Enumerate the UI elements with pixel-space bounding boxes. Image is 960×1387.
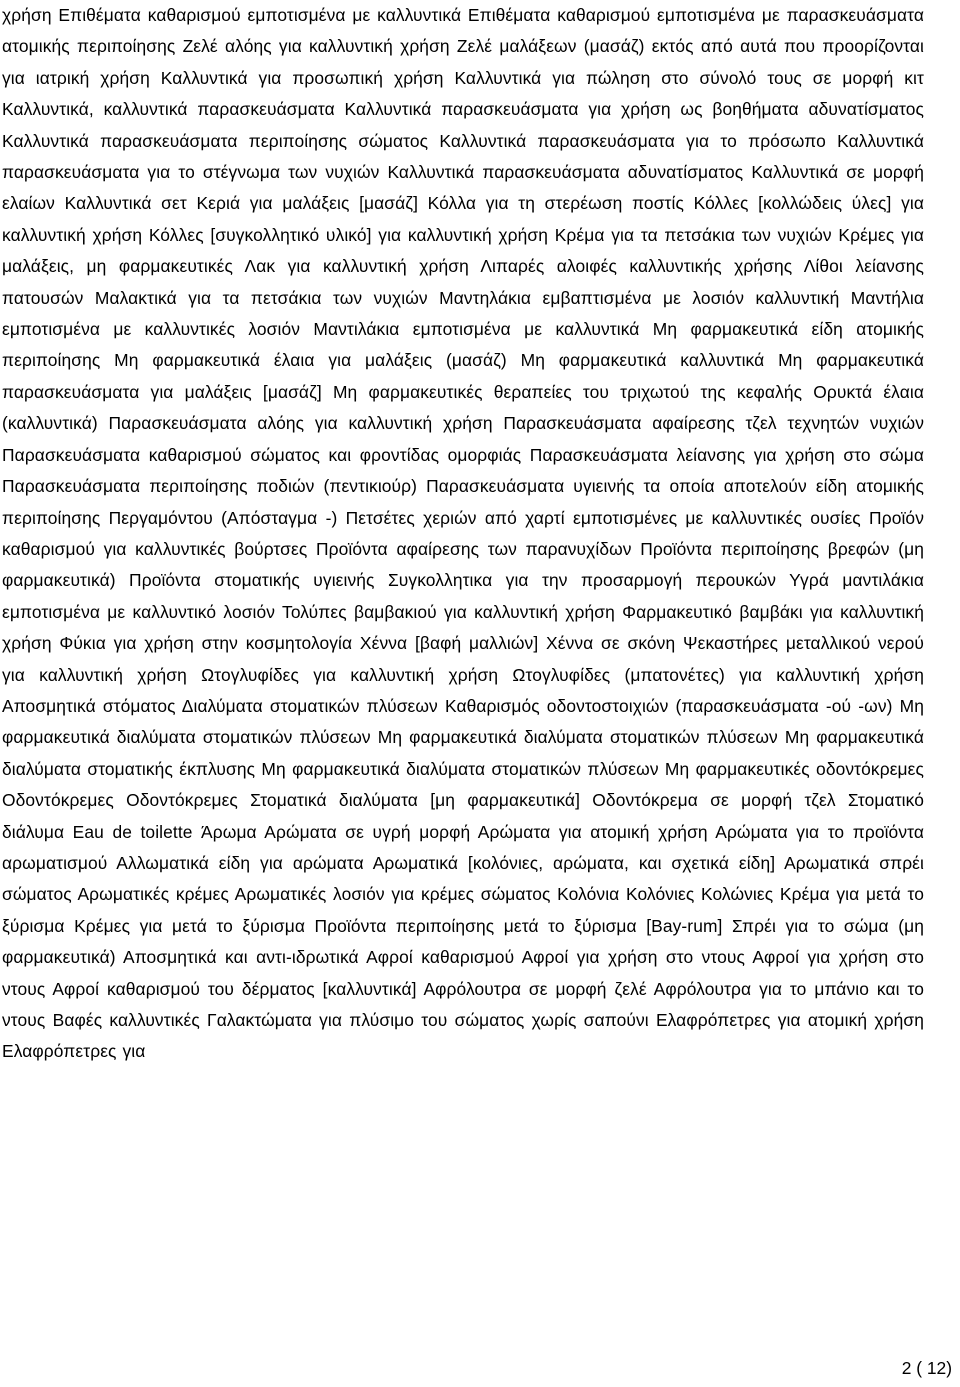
body-text: χρήση Επιθέματα καθαρισμού εμποτισμένα με καλλυντικά Επιθέματα καθαρισμού εμποτισμένα με παρασκευάσματα ατομικής περιποίησης Ζελέ αλόης για καλλυντική χρήση Ζελέ μαλάξεων (μασάζ) εκτός από αυτά που προορίζονται για ιατρική χρήση Καλλυντικά για προσωπική χρήση Καλλυντικά για πώληση στο σύνολό τους σε μορφή κιτ Καλλυντικά, καλλυντικά παρασκευάσματα Καλλυντικά παρασκευάσματα για χρήση ως βοηθήματα αδυνατίσματος Καλλυντικά παρασκευάσματα περιποίησης σώματος Καλλυντικά παρασκευάσματα για το πρόσωπο Καλλυντικά παρασκευάσματα για το στέγνωμα των νυχιών Καλλυντικά παρασκευάσματα αδυνατίσματος Καλλυντικά σε μορφή ελαίων Καλλυντικά σετ Κεριά για μαλάξεις [μασάζ] Κόλλα για τη στερέωση ποστίς Κόλλες [κολλώδεις ύλες] για καλλυντική χρήση Κόλλες [συγκολλητικό υλικό] για καλλυντική χρήση Κρέμα για τα πετσάκια των νυχιών Κρέμες για μαλάξεις, μη φαρμακευτικές Λακ για καλλυντική χρήση Λιπαρές αλοιφές καλλυντικής χρήσης Λίθοι λείανσης πατουσών Μαλακτικά για τα πετσάκια των νυχιών Μαντηλάκια εμβαπτισμένα με λοσιόν καλλυντική Μαντήλια εμποτισμένα με καλλυντικές λοσιόν Μαντιλάκια εμποτισμένα με καλλυντικά Μη φαρμακευτικά είδη ατομικής περιποίησης Μη φαρμακευτικά έλαια για μαλάξεις (μασάζ) Μη φαρμακευτικά καλλυντικά Μη φαρμακευτικά παρασκευάσματα για μαλάξεις [μασάζ] Μη φαρμακευτικές θεραπείες του τριχωτού της κεφαλής Ορυκτά έλαια (καλλυντικά) Παρασκευάσματα αλόης για καλλυντική χρήση Παρασκευάσματα αφαίρεσης τζελ τεχνητών νυχιών Παρασκευάσματα καθαρισμού σώματος και φροντίδας ομορφιάς Παρασκευάσματα λείανσης για χρήση στο σώμα Παρασκευάσματα περιποίησης ποδιών (πεντικιούρ) Παρασκευάσματα υγιεινής τα οποία αποτελούν είδη ατομικής περιποίησης Περγαμόντου (Απόσταγμα -) Πετσέτες χεριών από χαρτί εμποτισμένες με καλλυντικές ουσίες Προϊόν καθαρισμού για καλλυντικές βούρτσες Προϊόντα αφαίρεσης των παρανυχίδων Προϊόντα περιποίησης βρεφών (μη φαρμακευτικά) Προϊόντα στοματικής υγιεινής Συγκολλητικα για την προσαρμογή περουκών Υγρά μαντιλάκια εμποτισμένα με καλλυντικό λοσιόν Τολύπες βαμβακιού για καλλυντική χρήση Φαρμακευτικό βαμβάκι για καλλυντική χρήση Φύκια για χρήση στην κοσμητολογία Χέννα [βαφή μαλλιών] Χέννα σε σκόνη Ψεκαστήρες μεταλλικού νερού για καλλυντική χρήση Ωτογλυφίδες για καλλυντική χρήση Ωτογλυφίδες (μπατονέτες) για καλλυντική χρήση Αποσμητικά στόματος Διαλύματα στοματικών πλύσεων Καθαρισμός οδοντοστοιχιών (παρασκευάσματα -ού -ων) Μη φαρμακευτικά διαλύματα στοματικών πλύσεων Μη φαρμακευτικά διαλύματα στοματικών πλύσεων Μη φαρμακευτικά διαλύματα στοματικής έκπλυσης Μη φαρμακευτικά διαλύματα στοματικών πλύσεων Μη φαρμακευτικές οδοντόκρεμες Οδοντόκρεμες Οδοντόκρεμες Στοματικά διαλύματα [μη φαρμακευτικά] Οδοντόκρεμα σε μορφή τζελ Στοματικό διάλυμα Eau de toilette Άρωμα Αρώματα σε υγρή μορφή Αρώματα για ατομική χρήση Αρώματα για το προϊόντα αρωματισμού Αλλωματικά είδη για αρώματα Αρωματικά [κολόνιες, αρώματα, και σχετικά είδη] Αρωματικά σπρέι σώματος Αρωματικές κρέμες Αρωματικές λοσιόν για κρέμες σώματος Κολόνια Κολόνιες Κολώνιες Κρέμα για μετά το ξύρισμα Κρέμες για μετά το ξύρισμα Προϊόντα περιποίησης μετά το ξύρισμα [Bay-rum] Σπρέι για το σώμα (μη φαρμακευτικά) Αποσμητικά και αντι-ιδρωτικά Αφροί καθαρισμού Αφροί για χρήση στο ντους Αφροί για χρήση στο ντους Αφροί καθαρισμού του δέρματος [καλλυντικά] Αφρόλουτρα σε μορφή ζελέ Αφρόλουτρα για το μπάνιο και το ντους Βαφές καλλυντικές Γαλακτώματα για πλύσιμο του σώματος χωρίς σαπούνι Ελαφρόπετρες για ατομική χρήση Ελαφρόπετρες για	[2, 5, 924, 1062]
page-number: 2 ( 12)	[901, 1358, 952, 1378]
